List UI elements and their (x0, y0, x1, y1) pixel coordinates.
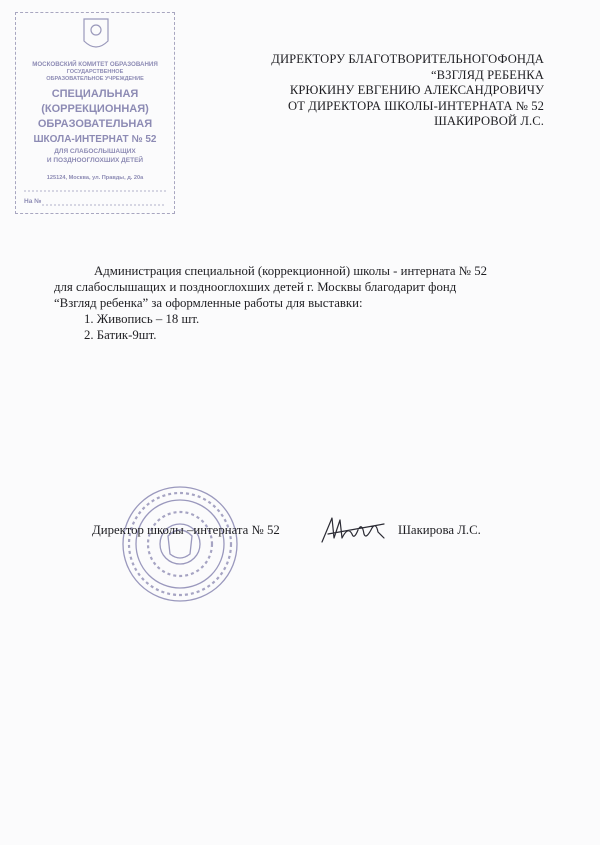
addressee-line-1: ДИРЕКТОРУ БЛАГОТВОРИТЕЛЬНОГОФОНДА (271, 52, 544, 66)
list-item: 1. Живопись – 18 шт. (84, 312, 200, 326)
letter-body (54, 263, 554, 343)
stamp-line-8: ДЛЯ СЛАБОСЛЫШАЩИХ (54, 148, 136, 155)
signatory-name: Шакирова Л.С. (398, 523, 481, 537)
addressee-line-5: ШАКИРОВОЙ Л.С. (434, 114, 544, 128)
institution-stamp (15, 12, 175, 214)
stamp-line-5: (КОРРЕКЦИОННАЯ) (41, 103, 149, 115)
stamp-line-9: И ПОЗДНООГЛОХШИХ ДЕТЕЙ (46, 157, 144, 164)
handwritten-signature (318, 512, 388, 546)
addressee-line-2: “ВЗГЛЯД РЕБЕНКА (430, 67, 544, 82)
list-item: 2. Батик-9шт. (84, 328, 157, 342)
stamp-line-4: СПЕЦИАЛЬНАЯ (51, 88, 139, 100)
stamp-line-10: 125124, Москва, ул. Правды, д. 20а (46, 175, 144, 181)
body-line-3: “Взгляд ребенка” за оформленные работы для выставки: (54, 296, 363, 310)
addressee-block (250, 52, 544, 130)
addressee-line-4: ОТ ДИРЕКТОРА ШКОЛЫ-ИНТЕРНАТА № 52 (288, 98, 544, 113)
stamp-line-6: ОБРАЗОВАТЕЛЬНАЯ (37, 118, 153, 130)
stamp-graphic (16, 13, 174, 213)
body-line-2: для слабослышащих и позднооглохших детей г. Москвы благодарит фонд (54, 280, 457, 294)
stamp-line-2: ГОСУДАРСТВЕННОЕ (66, 69, 124, 75)
artwork-list (84, 311, 584, 343)
signatory-role: Директор школы –интерната № 52 (92, 523, 280, 537)
stamp-line-7: ШКОЛА-ИНТЕРНАТ № 52 (33, 134, 157, 145)
round-seal (120, 484, 240, 604)
stamp-line-3: ОБРАЗОВАТЕЛЬНОЕ УЧРЕЖДЕНИЕ (46, 76, 144, 82)
stamp-line-1: МОСКОВСКИЙ КОМИТЕТ ОБРАЗОВАНИЯ (32, 61, 158, 68)
addressee-line-3: КРЮКИНУ ЕВГЕНИЮ АЛЕКСАНДРОВИЧУ (289, 83, 544, 97)
body-line-1: Администрация специальной (коррекционной) школы - интерната № 52 (94, 264, 488, 278)
stamp-line-11: На № (24, 198, 42, 205)
